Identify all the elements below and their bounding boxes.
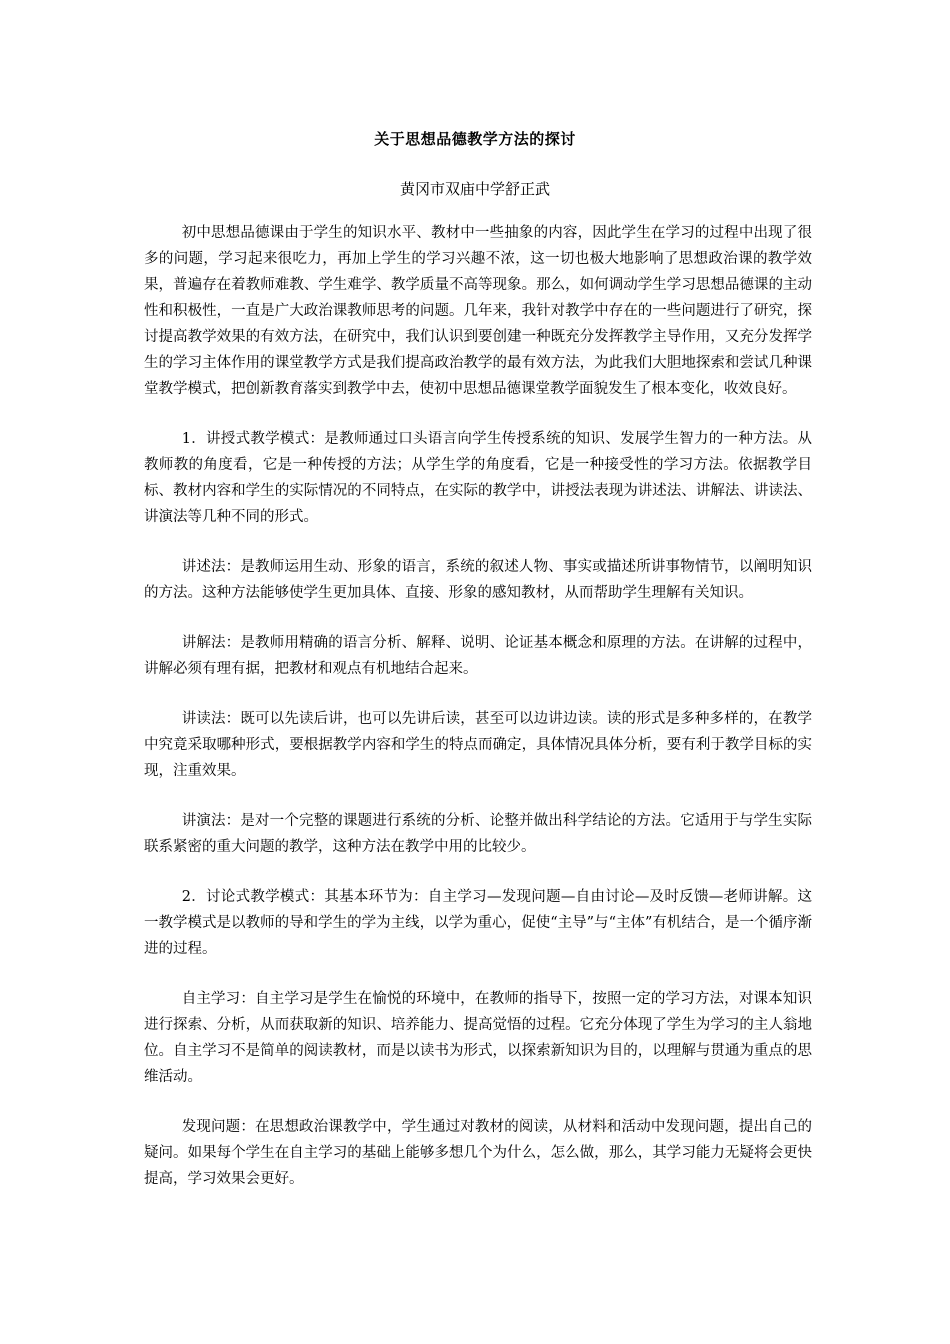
paragraph-explanation-method: 讲解法：是教师用精确的语言分析、解释、说明、论证基本概念和原理的方法。在讲解的过程中，讲解必须有理有据，把教材和观点有机地结合起来。: [144, 635, 812, 677]
document-title: 关于思想品德教学方法的探讨: [374, 130, 576, 148]
document-author: 黄冈市双庙中学舒正武: [399, 180, 550, 198]
paragraph-discussion-mode: 2．讨论式教学模式：其基本环节为：自主学习—发现问题—自由讨论—及时反馈—老师讲解。这一教学模式是以教师的导和学生的学为主线，以学为重心，促使“主导”与“主体”有机结合，是一个循序渐进的过程。: [144, 889, 812, 957]
paragraph-lecture-mode: 1．讲授式教学模式：是教师通过口头语言向学生传授系统的知识、发展学生智力的一种方法。从教师教的角度看，它是一种传授的方法；从学生学的角度看，它是一种接受性的学习方法。依据教学目标、教材内容和学生的实际情况的不同特点，在实际的教学中，讲授法表现为讲述法、讲解法、讲读法、讲演法等几种不同的形式。: [144, 431, 812, 525]
paragraph-reading-method: 讲读法：既可以先读后讲，也可以先讲后读，甚至可以边讲边读。读的形式是多种多样的，在教学中究竟采取哪种形式，要根据教学内容和学生的特点而确定，具体情况具体分析，要有利于教学目标的实现，注重效果。: [144, 711, 812, 779]
document-body: [144, 220, 812, 1216]
paragraph-narration-method: 讲述法：是教师运用生动、形象的语言，系统的叙述人物、事实或描述所讲事物情节，以阐明知识的方法。这种方法能够使学生更加具体、直接、形象的感知教材，从而帮助学生理解有关知识。: [144, 559, 812, 601]
paragraph-speech-method: 讲演法：是对一个完整的课题进行系统的分析、论整并做出科学结论的方法。它适用于与学生实际联系紧密的重大问题的教学，这种方法在教学中用的比较少。: [144, 813, 812, 855]
paragraph-intro: 初中思想品德课由于学生的知识水平、教材中一些抽象的内容，因此学生在学习的过程中出现了很多的问题，学习起来很吃力，再加上学生的学习兴趣不浓，这一切也极大地影响了思想政治课的教学效果，普遍存在着教师难教、学生难学、教学质量不高等现象。那么，如何调动学生学习思想品德课的主动性和积极性，一直是广大政治课教师思考的问题。几年来，我针对教学中存在的一些问题进行了研究，探讨提高教学效果的有效方法，在研究中，我们认识到要创建一种既充分发挥教学主导作用，又充分发挥学生的学习主体作用的课堂教学方式是我们提高政治教学的最有效方法，为此我们大胆地探索和尝试几种课堂教学模式，把创新教育落实到教学中去，使初中思想品德课堂教学面貌发生了根本变化，收效良好。: [144, 225, 812, 397]
paragraph-find-problems: 发现问题：在思想政治课教学中，学生通过对教材的阅读，从材料和活动中发现问题，提出自己的疑问。如果每个学生在自主学习的基础上能够多想几个为什么，怎么做，那么，其学习能力无疑将会更快提高，学习效果会更好。: [144, 1119, 812, 1187]
paragraph-self-study: 自主学习：自主学习是学生在愉悦的环境中，在教师的指导下，按照一定的学习方法，对课本知识进行探索、分析，从而获取新的知识、培养能力、提高觉悟的过程。它充分体现了学生为学习的主人翁地位。自主学习不是简单的阅读教材，而是以读书为形式，以探索新知识为目的，以理解与贯通为重点的思维活动。: [144, 991, 812, 1085]
